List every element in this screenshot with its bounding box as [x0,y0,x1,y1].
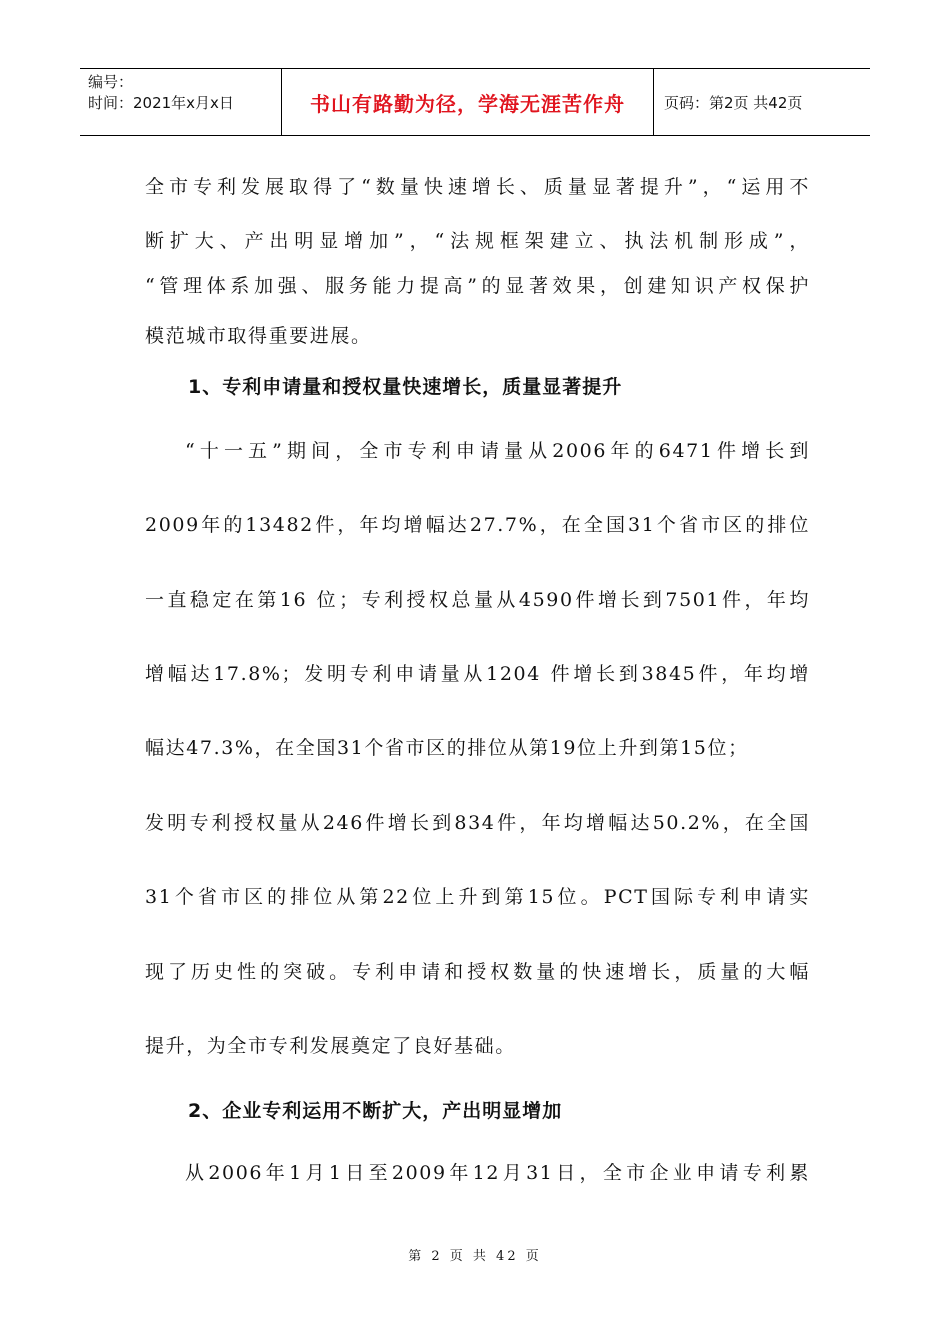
body-line: 提升，为全市专利发展奠定了良好基础。 [145,1035,516,1057]
section-heading-2: 2、企业专利运用不断扩大，产出明显增加 [188,1100,563,1122]
body-line: 断扩大、产出明显增加”，“法规框架建立、执法机制形成”， [145,230,810,252]
header-table [80,68,870,136]
body-line: 幅达47.3%，在全国31个省市区的排位从第19位上升到第15位； [145,737,749,759]
body-line: “管理体系加强、服务能力提高”的显著效果，创建知识产权保护 [145,275,810,297]
body-line: 模范城市取得重要进展。 [145,325,372,347]
page-footer: 第 2 页 共 42 页 [408,1249,542,1264]
body-line: 31个省市区的排位从第22位上升到第15位。PCT国际专利申请实 [145,886,810,908]
body-line: 增幅达17.8%；发明专利申请量从1204 件增长到3845件，年均增 [145,663,810,685]
body-line: 一直稳定在第16 位；专利授权总量从4590件增长到7501件，年均 [145,589,810,611]
page-number-label: 页码：第2页 共42页 [664,93,803,112]
body-line: “十一五”期间，全市专利申请量从2006年的6471件增长到 [185,440,810,462]
motto-text: 书山有路勤为径，学海无涯苦作舟 [310,91,625,116]
body-line: 发明专利授权量从246件增长到834件，年均增幅达50.2%，在全国 [145,812,810,834]
date-label: 时间：2021年x月x日 [88,94,234,112]
body-line: 全市专利发展取得了“数量快速增长、质量显著提升”，“运用不 [145,176,810,198]
serial-number-label: 编号： [88,73,134,91]
header-info-cell [80,69,282,135]
body-line: 2009年的13482件，年均增幅达27.7%，在全国31个省市区的排位 [145,514,810,536]
section-heading-1: 1、专利申请量和授权量快速增长，质量显著提升 [188,376,623,398]
header-motto-cell [282,69,654,135]
body-line: 现了历史性的突破。专利申请和授权数量的快速增长，质量的大幅 [145,961,810,983]
body-line: 从2006年1月1日至2009年12月31日，全市企业申请专利累 [185,1162,810,1184]
header-page-cell [654,69,870,135]
